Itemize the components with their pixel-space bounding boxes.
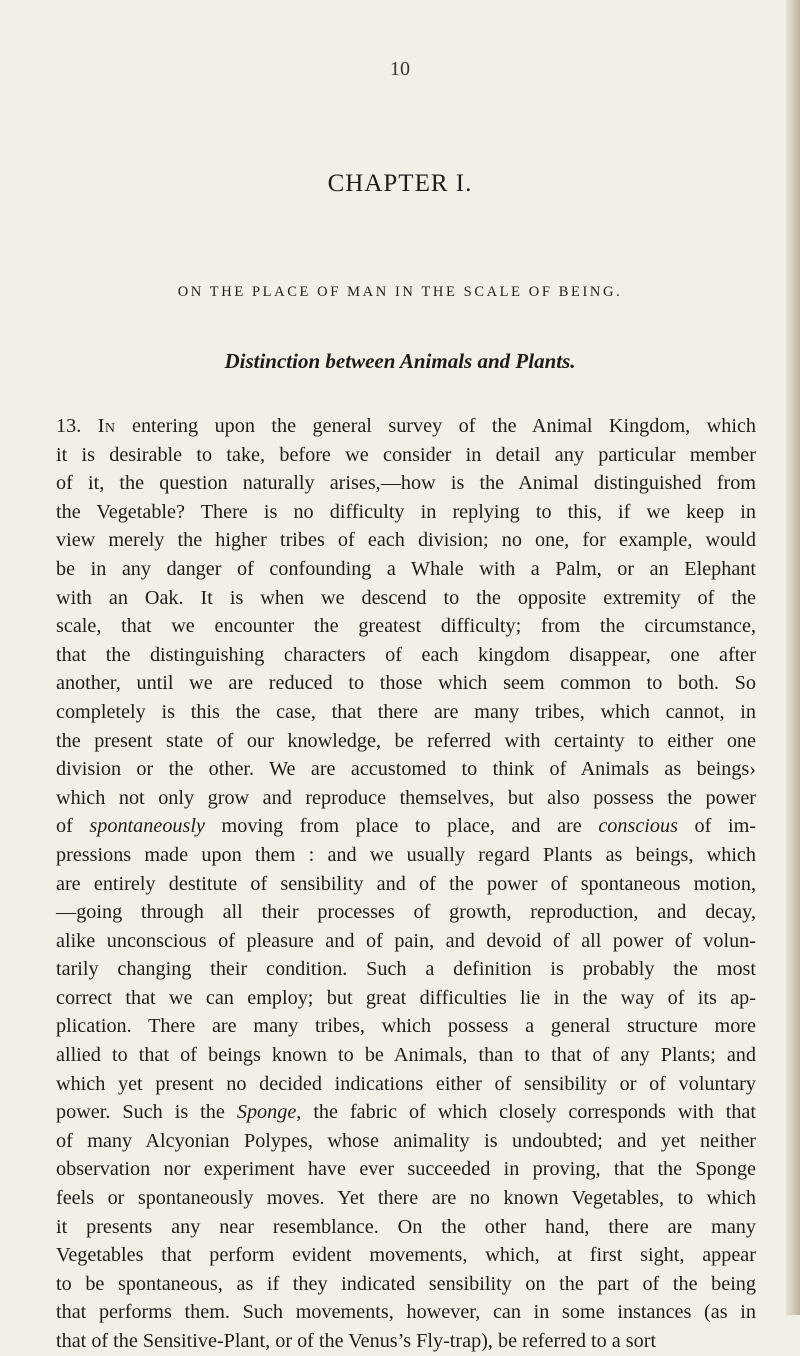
text-line: with an Oak. It is when we descend to the opposite extremity of the (56, 586, 756, 609)
body-text (56, 412, 756, 1356)
text-line: be in any danger of confounding a Whale with a Palm, or an Elephant (56, 557, 756, 580)
text-line: view merely the higher tribes of each division; no one, for example, would (56, 529, 756, 552)
text-line: another, until we are reduced to those which seem common to both. So (56, 672, 756, 695)
paragraph-number: 13. (56, 415, 82, 437)
text-line: that of the Sensitive-Plant, or of the Venus’s Fly-trap), be referred to a sort (56, 1330, 657, 1352)
italic-word: conscious (598, 815, 678, 838)
text-line: the present state of our knowledge, be referred with certainty to either one (56, 729, 756, 752)
text-line: correct that we can employ; but great difficulties lie in the way of its ap- (56, 986, 756, 1009)
text-line: Vegetables that perform evident movements, which, at first sight, appear (56, 1244, 756, 1267)
chapter-subtitle: ON THE PLACE OF MAN IN THE SCALE OF BEING. (177, 284, 623, 300)
text-line: —going through all their processes of growth, reproduction, and decay, (56, 901, 756, 924)
text-line: which yet present no decided indications either of sensibility or of voluntary (56, 1072, 756, 1095)
text-line: division or the other. We are accustomed to think of Animals as beings› (56, 758, 756, 781)
text-line: completely is this the case, that there are many tribes, which cannot, in (56, 700, 756, 723)
italic-word: Sponge, (236, 1101, 302, 1124)
text-line (56, 412, 756, 441)
text-line: scale, that we encounter the greatest difficulty; from the circumstance, (56, 615, 756, 638)
text-line: plication. There are many tribes, which possess a general structure more (56, 1015, 756, 1038)
text-line: that performs them. Such movements, however, can in some instances (as in (56, 1301, 756, 1324)
text-line: observation nor experiment have ever succeeded in proving, that the Sponge (56, 1158, 756, 1181)
paragraph-lead-word: In (97, 415, 116, 437)
section-title: Distinction between Animals and Plants. (224, 349, 576, 373)
text-line: it is desirable to take, before we consider in detail any particular member (56, 443, 756, 466)
text-line: of it, the question naturally arises,—how is the Animal distinguished from (56, 472, 756, 495)
text-line: which not only grow and reproduce themselves, but also possess the power (56, 786, 756, 809)
text-line: pressions made upon them : and we usually regard Plants as beings, which (56, 843, 756, 866)
text-line: alike unconscious of pleasure and of pain, and devoid of all power of volun- (56, 929, 756, 952)
text-line: the Vegetable? There is no difficulty in replying to this, if we keep in (56, 500, 756, 523)
chapter-title: CHAPTER I. (327, 170, 473, 197)
text-line: tarily changing their condition. Such a definition is probably the most (56, 958, 756, 981)
text-line: feels or spontaneously moves. Yet there are no known Vegetables, to which (56, 1187, 756, 1210)
text-line: of spontaneously moving from place to place, and are conscious of im- (56, 815, 756, 838)
text-line-content: entering upon the general survey of the Animal Kingdom, which (115, 415, 756, 437)
text-line: are entirely destitute of sensibility and of the power of spontaneous motion, (56, 872, 756, 895)
text-line: allied to that of beings known to be Animals, than to that of any Plants; and (56, 1044, 756, 1067)
text-line: of many Alcyonian Polypes, whose animality is undoubted; and yet neither (56, 1129, 756, 1152)
text-line: power. Such is the Sponge, the fabric of which closely corresponds with that (56, 1101, 756, 1124)
page-number: 10 (390, 58, 410, 80)
text-line: that the distinguishing characters of each kingdom disappear, one after (56, 643, 756, 666)
text-line: it presents any near resemblance. On the other hand, there are many (56, 1215, 756, 1238)
text-line: to be spontaneous, as if they indicated sensibility on the part of the being (56, 1272, 756, 1295)
italic-word: spontaneously (89, 815, 205, 838)
